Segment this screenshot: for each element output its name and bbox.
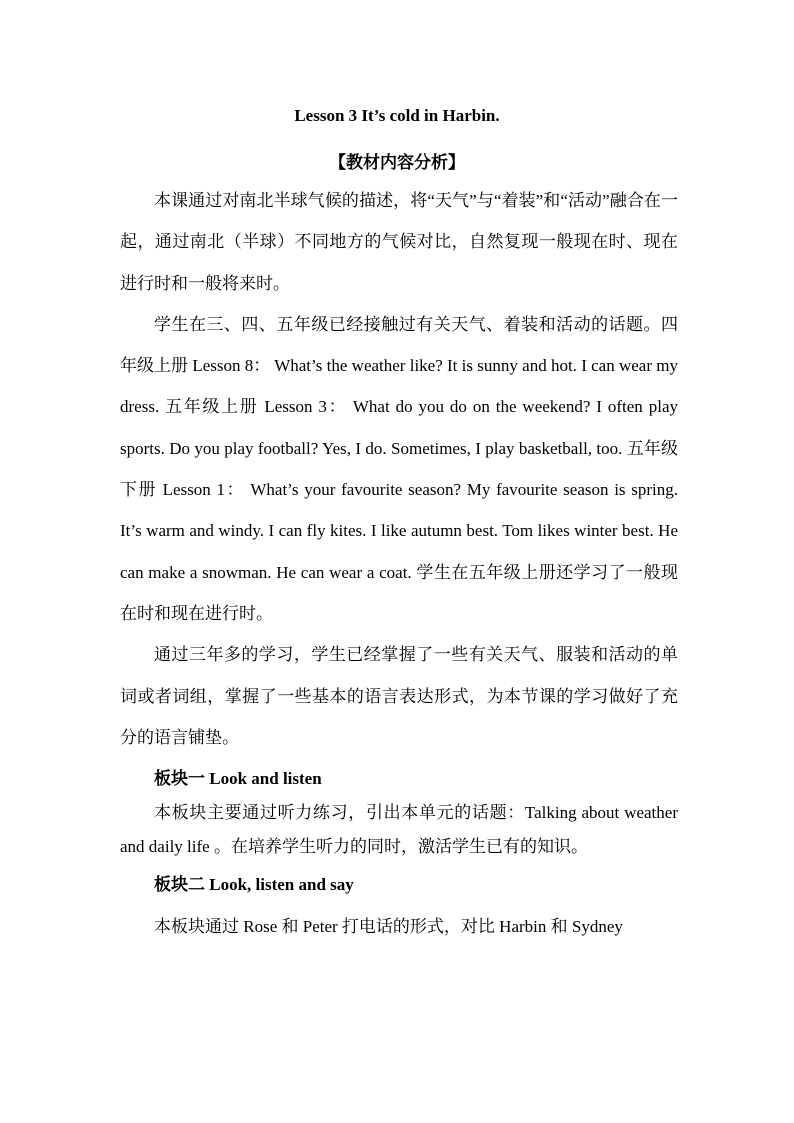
paragraph-intro: 本课通过对南北半球气候的描述，将“天气”与“着装”和“活动”融合在一起，通过南北（半球）不同地方的气候对比，自然复现一般现在时、现在进行时和一般将来时。 — [120, 191, 678, 293]
block1-text: 本板块主要通过听力练习，引出本单元的话题：Talking about weather and daily life 。在培养学生听力的同时，激活学生已有的知识。 — [120, 803, 678, 857]
paragraph-learning-basis: 通过三年多的学习，学生已经掌握了一些有关天气、服装和活动的单词或者词组，掌握了一些基本的语言表达形式，为本节课的学习做好了充分的语言铺垫。 — [120, 645, 678, 747]
document-body — [120, 180, 678, 947]
section-heading: 【教材内容分析】 — [329, 153, 465, 172]
paragraph-prior-knowledge: 学生在三、四、五年级已经接触过有关天气、着装和活动的话题。四年级上册 Lesson 8： What’s the weather like? It is sunny and hot. I can wear my dress. 五年级上册 Lesson 3： What do you do on the weekend? I often play sports. Do you play football? Yes, I do. Sometimes, I play basketball, too. 五年级下册 Lesson 1： What’s your favourite season? My favourite season is spring. It’s warm and windy. I can fly kites. I like autumn best. Tom likes winter best. He can make a snowman. He can wear a coat. 学生在五年级上册还学习了一般现在时和现在进行时。 — [120, 314, 678, 623]
lesson-title: Lesson 3 It’s cold in Harbin. — [294, 106, 500, 125]
block2-heading: 板块二 Look, listen and say — [154, 875, 354, 895]
block2-text: 本板块通过 Rose 和 Peter 打电话的形式，对比 Harbin 和 Sydney — [154, 916, 623, 936]
block1-heading: 板块一 Look and listen — [154, 769, 322, 789]
